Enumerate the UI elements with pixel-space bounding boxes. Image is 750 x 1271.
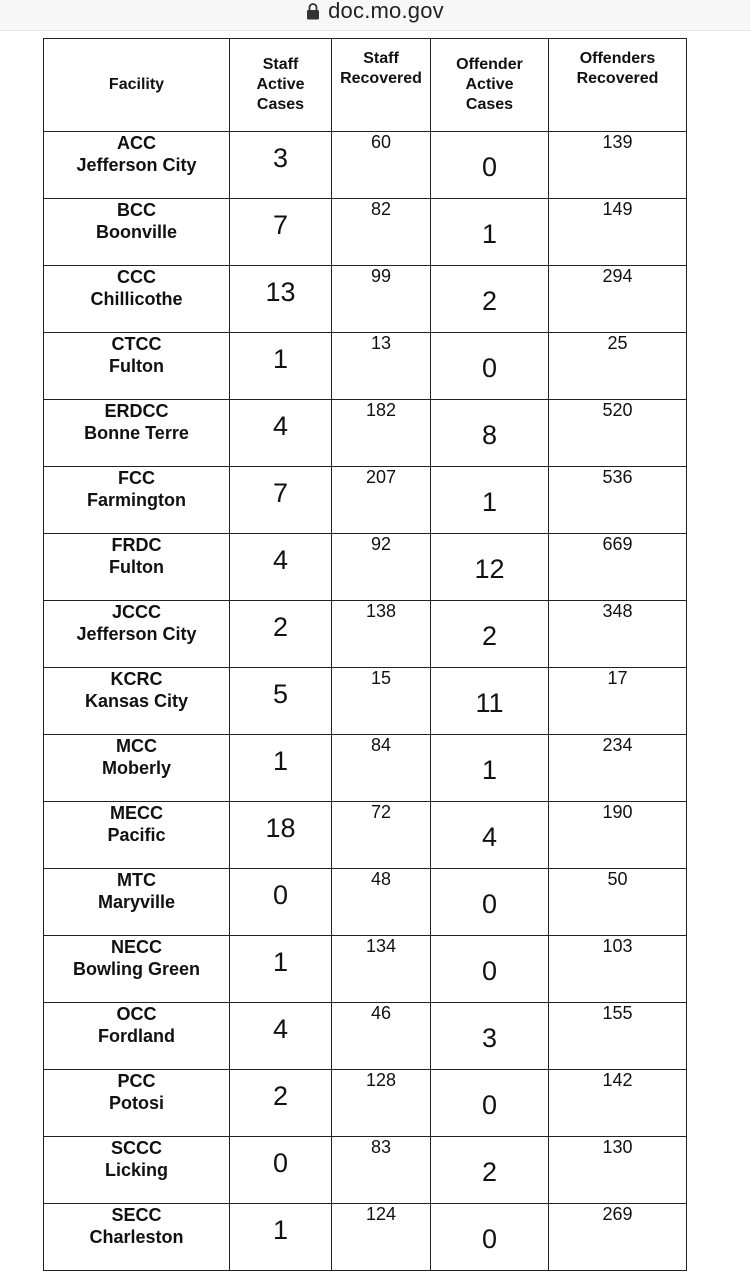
- table-row: [44, 1003, 687, 1070]
- facility-city: Licking: [104, 1160, 168, 1180]
- offender-active-cell: 1: [431, 735, 549, 802]
- offender-active-cell: 0: [431, 132, 549, 199]
- facility-cell: [44, 936, 230, 1003]
- staff-active-cell: 7: [230, 199, 332, 266]
- staff-recovered-cell: 134: [332, 936, 431, 1003]
- facility-cell: [44, 199, 230, 266]
- offenders-recovered-cell: 520: [549, 400, 687, 467]
- table-row: [44, 199, 687, 266]
- offenders-recovered-cell: 155: [549, 1003, 687, 1070]
- offender-active-cell: 1: [431, 199, 549, 266]
- offender-active-cell: 0: [431, 1204, 549, 1271]
- table-row: [44, 467, 687, 534]
- offender-active-cell: 2: [431, 266, 549, 333]
- facility-code: OCC: [116, 1004, 157, 1024]
- facility-code: NECC: [110, 937, 162, 957]
- staff-recovered-cell: 60: [332, 132, 431, 199]
- offender-active-cell: 3: [431, 1003, 549, 1070]
- header-row: [44, 39, 687, 132]
- staff-recovered-cell: 128: [332, 1070, 431, 1137]
- facility-code: FRDC: [111, 535, 162, 555]
- facility-code: MCC: [116, 736, 157, 756]
- offender-active-cell: 0: [431, 1070, 549, 1137]
- staff-recovered-cell: 82: [332, 199, 431, 266]
- offenders-recovered-cell: 234: [549, 735, 687, 802]
- staff-active-cell: 2: [230, 1070, 332, 1137]
- staff-recovered-cell: 138: [332, 601, 431, 668]
- table-row: [44, 333, 687, 400]
- staff-active-cell: 2: [230, 601, 332, 668]
- facility-city: Jefferson City: [76, 155, 197, 175]
- staff-recovered-cell: 83: [332, 1137, 431, 1204]
- staff-recovered-cell: 15: [332, 668, 431, 735]
- offender-active-cell: 4: [431, 802, 549, 869]
- facility-city: Chillicothe: [90, 289, 183, 309]
- offenders-recovered-cell: 536: [549, 467, 687, 534]
- offenders-recovered-cell: 25: [549, 333, 687, 400]
- offenders-recovered-cell: 669: [549, 534, 687, 601]
- facility-cell: [44, 333, 230, 400]
- facility-cell: [44, 1137, 230, 1204]
- facility-cell: [44, 400, 230, 467]
- staff-recovered-cell: 46: [332, 1003, 431, 1070]
- facility-code: SECC: [111, 1205, 162, 1225]
- facility-city: Fordland: [98, 1026, 175, 1046]
- facility-city: Moberly: [101, 758, 171, 778]
- offenders-recovered-cell: 17: [549, 668, 687, 735]
- staff-active-cell: 4: [230, 1003, 332, 1070]
- staff-active-cell: 4: [230, 400, 332, 467]
- staff-active-cell: 1: [230, 1204, 332, 1271]
- facility-cell: [44, 601, 230, 668]
- staff-active-cell: 1: [230, 936, 332, 1003]
- staff-recovered-cell: 207: [332, 467, 431, 534]
- covid-cases-table: [43, 38, 687, 1271]
- staff-active-cell: 0: [230, 869, 332, 936]
- staff-active-cell: 5: [230, 668, 332, 735]
- table-row: [44, 1137, 687, 1204]
- staff-active-cell: 1: [230, 333, 332, 400]
- offender-active-cell: 8: [431, 400, 549, 467]
- facility-code: KCRC: [110, 669, 163, 689]
- facility-city: Fulton: [109, 356, 164, 376]
- staff-recovered-cell: 182: [332, 400, 431, 467]
- offender-active-cell: 0: [431, 936, 549, 1003]
- offenders-recovered-cell: 142: [549, 1070, 687, 1137]
- offenders-recovered-cell: 139: [549, 132, 687, 199]
- header-staff-active-cases: Staff Active Cases: [230, 39, 332, 132]
- table-row: [44, 400, 687, 467]
- facility-code: MTC: [117, 870, 156, 890]
- facility-cell: [44, 467, 230, 534]
- facility-code: ERDCC: [104, 401, 169, 421]
- facility-cell: [44, 1204, 230, 1271]
- staff-active-cell: 1: [230, 735, 332, 802]
- facility-city: Pacific: [107, 825, 166, 845]
- facility-cell: [44, 735, 230, 802]
- facility-code: MECC: [110, 803, 163, 823]
- facility-city: Fulton: [109, 557, 164, 577]
- facility-cell: [44, 869, 230, 936]
- facility-cell: [44, 668, 230, 735]
- facility-cell: [44, 534, 230, 601]
- staff-recovered-cell: 84: [332, 735, 431, 802]
- offenders-recovered-cell: 50: [549, 869, 687, 936]
- facility-city: Maryville: [97, 892, 176, 912]
- facility-cell: [44, 1070, 230, 1137]
- offenders-recovered-cell: 103: [549, 936, 687, 1003]
- staff-active-cell: 0: [230, 1137, 332, 1204]
- table-row: [44, 534, 687, 601]
- facility-city: Potosi: [108, 1093, 164, 1113]
- staff-recovered-cell: 13: [332, 333, 431, 400]
- header-facility: Facility: [44, 39, 230, 132]
- staff-recovered-cell: 92: [332, 534, 431, 601]
- offender-active-cell: 2: [431, 601, 549, 668]
- table-row: [44, 601, 687, 668]
- offender-active-cell: 0: [431, 333, 549, 400]
- facility-cell: [44, 132, 230, 199]
- table-row: [44, 936, 687, 1003]
- facility-cell: [44, 266, 230, 333]
- offenders-recovered-cell: 149: [549, 199, 687, 266]
- staff-active-cell: 18: [230, 802, 332, 869]
- facility-city: Kansas City: [84, 691, 189, 711]
- facility-code: JCCC: [111, 602, 161, 622]
- facility-code: ACC: [117, 133, 156, 153]
- offender-active-cell: 0: [431, 869, 549, 936]
- staff-active-cell: 4: [230, 534, 332, 601]
- facility-code: BCC: [117, 200, 156, 220]
- staff-recovered-cell: 124: [332, 1204, 431, 1271]
- facility-code: CTCC: [111, 334, 162, 354]
- lock-icon: [306, 2, 320, 20]
- facility-code: FCC: [118, 468, 155, 488]
- staff-recovered-cell: 48: [332, 869, 431, 936]
- table-row: [44, 668, 687, 735]
- offender-active-cell: 1: [431, 467, 549, 534]
- table-row: [44, 735, 687, 802]
- staff-active-cell: 7: [230, 467, 332, 534]
- facility-city: Bowling Green: [72, 959, 200, 979]
- offender-active-cell: 2: [431, 1137, 549, 1204]
- offenders-recovered-cell: 190: [549, 802, 687, 869]
- offender-active-cell: 12: [431, 534, 549, 601]
- facility-city: Jefferson City: [76, 624, 197, 644]
- table-row: [44, 266, 687, 333]
- table-row: [44, 869, 687, 936]
- offenders-recovered-cell: 294: [549, 266, 687, 333]
- table-row: [44, 1070, 687, 1137]
- table-row: [44, 1204, 687, 1271]
- table-row: [44, 132, 687, 199]
- browser-url-bar[interactable]: [0, 0, 750, 31]
- facility-city: Farmington: [87, 490, 186, 510]
- url-display[interactable]: [306, 0, 444, 24]
- staff-recovered-cell: 72: [332, 802, 431, 869]
- facility-city: Boonville: [95, 222, 177, 242]
- offenders-recovered-cell: 348: [549, 601, 687, 668]
- header-offenders-recovered: Offenders Recovered: [549, 39, 687, 132]
- facility-city: Bonne Terre: [84, 423, 189, 443]
- facility-cell: [44, 1003, 230, 1070]
- offenders-recovered-cell: 130: [549, 1137, 687, 1204]
- facility-code: CCC: [117, 267, 156, 287]
- staff-active-cell: 13: [230, 266, 332, 333]
- facility-city: Charleston: [89, 1227, 184, 1247]
- table-row: [44, 802, 687, 869]
- url-text: doc.mo.gov: [328, 0, 444, 23]
- header-staff-recovered: Staff Recovered: [332, 39, 431, 132]
- staff-active-cell: 3: [230, 132, 332, 199]
- facility-code: PCC: [117, 1071, 156, 1091]
- facility-code: SCCC: [110, 1138, 162, 1158]
- staff-recovered-cell: 99: [332, 266, 431, 333]
- header-offender-active-cases: Offender Active Cases: [431, 39, 549, 132]
- offender-active-cell: 11: [431, 668, 549, 735]
- facility-cell: [44, 802, 230, 869]
- offenders-recovered-cell: 269: [549, 1204, 687, 1271]
